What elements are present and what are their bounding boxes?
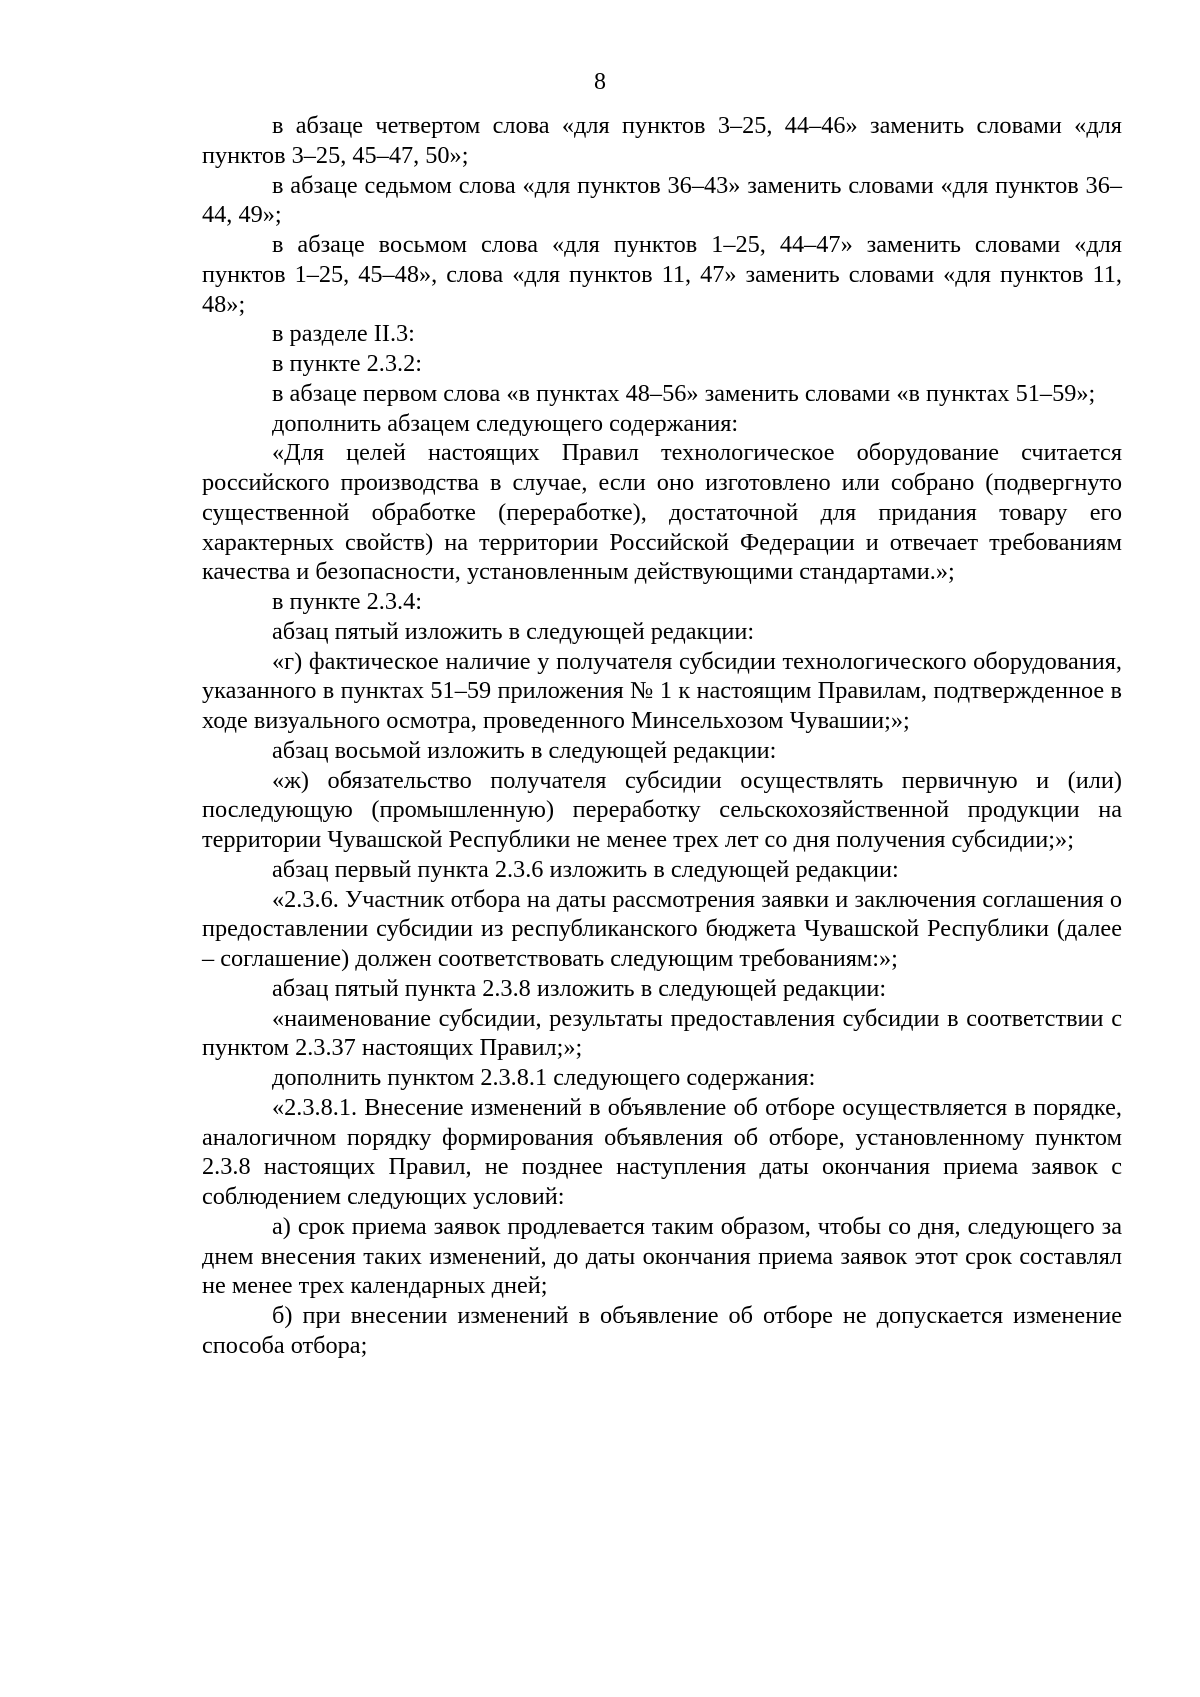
- paragraph: «2.3.6. Участник отбора на даты рассмотрения заявки и заключения соглашения о предоставлении субсидии из республиканского бюджета Чувашской Республики (далее – соглашение) должен соответствовать следующим требованиям:»;: [202, 885, 1122, 972]
- paragraph: «2.3.8.1. Внесение изменений в объявление об отборе осуществляется в порядке, аналогичном порядку формирования объявления об отборе, установленному пунктом 2.3.8 настоящих Правил, не позднее наступления даты окончания приема заявок с соблюдением следующих условий:: [202, 1093, 1122, 1210]
- paragraph: «наименование субсидии, результаты предоставления субсидии в соответствии с пунктом 2.3.37 настоящих Правил;»;: [202, 1004, 1122, 1062]
- paragraph: дополнить пунктом 2.3.8.1 следующего содержания:: [272, 1064, 816, 1091]
- paragraph: дополнить абзацем следующего содержания:: [272, 409, 739, 437]
- paragraph: в пункте 2.3.4:: [272, 588, 423, 615]
- paragraph: «Для целей настоящих Правил технологическое оборудование считается российского производства в случае, если оно изготовлено или собрано (подвергнуто существенной обработке (переработке), достаточной для придания товару его характерных свойств) на территории Российской Федерации и отвечает требованиям качества и безопасности, установленным действующими стандартами.»;: [202, 439, 1122, 586]
- paragraph: абзац пятый изложить в следующей редакции:: [272, 617, 755, 645]
- paragraph: «ж) обязательство получателя субсидии осуществлять первичную и (или) последующую (промышленную) переработку сельскохозяйственной продукции на территории Чувашской Республики не менее трех лет со дня получения субсидии;»;: [202, 766, 1122, 853]
- paragraph: в пункте 2.3.2:: [272, 350, 423, 377]
- paragraph: «г) фактическое наличие у получателя субсидии технологического оборудования, указанного в пунктах 51–59 приложения № 1 к настоящим Правилам, подтвержденное в ходе визуального осмотра, проведенного Минсельхозом Чувашии;»;: [202, 647, 1122, 734]
- paragraph: в разделе II.3:: [272, 320, 415, 348]
- paragraph: а) срок приема заявок продлевается таким образом, чтобы со дня, следующего за днем внесения таких изменений, до даты окончания приема заявок этот срок составлял не менее трех календарных дней;: [202, 1212, 1122, 1300]
- paragraph: в абзаце седьмом слова «для пунктов 36–43» заменить словами «для пунктов 36–44, 49»;: [202, 171, 1122, 229]
- paragraph: абзац первый пункта 2.3.6 изложить в следующей редакции:: [272, 855, 899, 883]
- paragraph: абзац пятый пункта 2.3.8 изложить в следующей редакции:: [272, 974, 887, 1002]
- document-body: [202, 111, 1122, 1361]
- paragraph: в абзаце восьмом слова «для пунктов 1–25, 44–47» заменить словами «для пунктов 1–25, 45–48», слова «для пунктов 11, 47» заменить словами «для пунктов 11, 48»;: [202, 231, 1122, 318]
- paragraph: в абзаце первом слова «в пунктах 48–56» заменить словами «в пунктах 51–59»;: [272, 379, 1096, 407]
- paragraph: в абзаце четвертом слова «для пунктов 3–25, 44–46» заменить словами «для пунктов 3–25, 45–47, 50»;: [202, 112, 1122, 169]
- paragraph: абзац восьмой изложить в следующей редакции:: [272, 736, 777, 764]
- page-number: 8: [594, 69, 606, 95]
- paragraph: б) при внесении изменений в объявление об отборе не допускается изменение способа отбора;: [202, 1302, 1122, 1359]
